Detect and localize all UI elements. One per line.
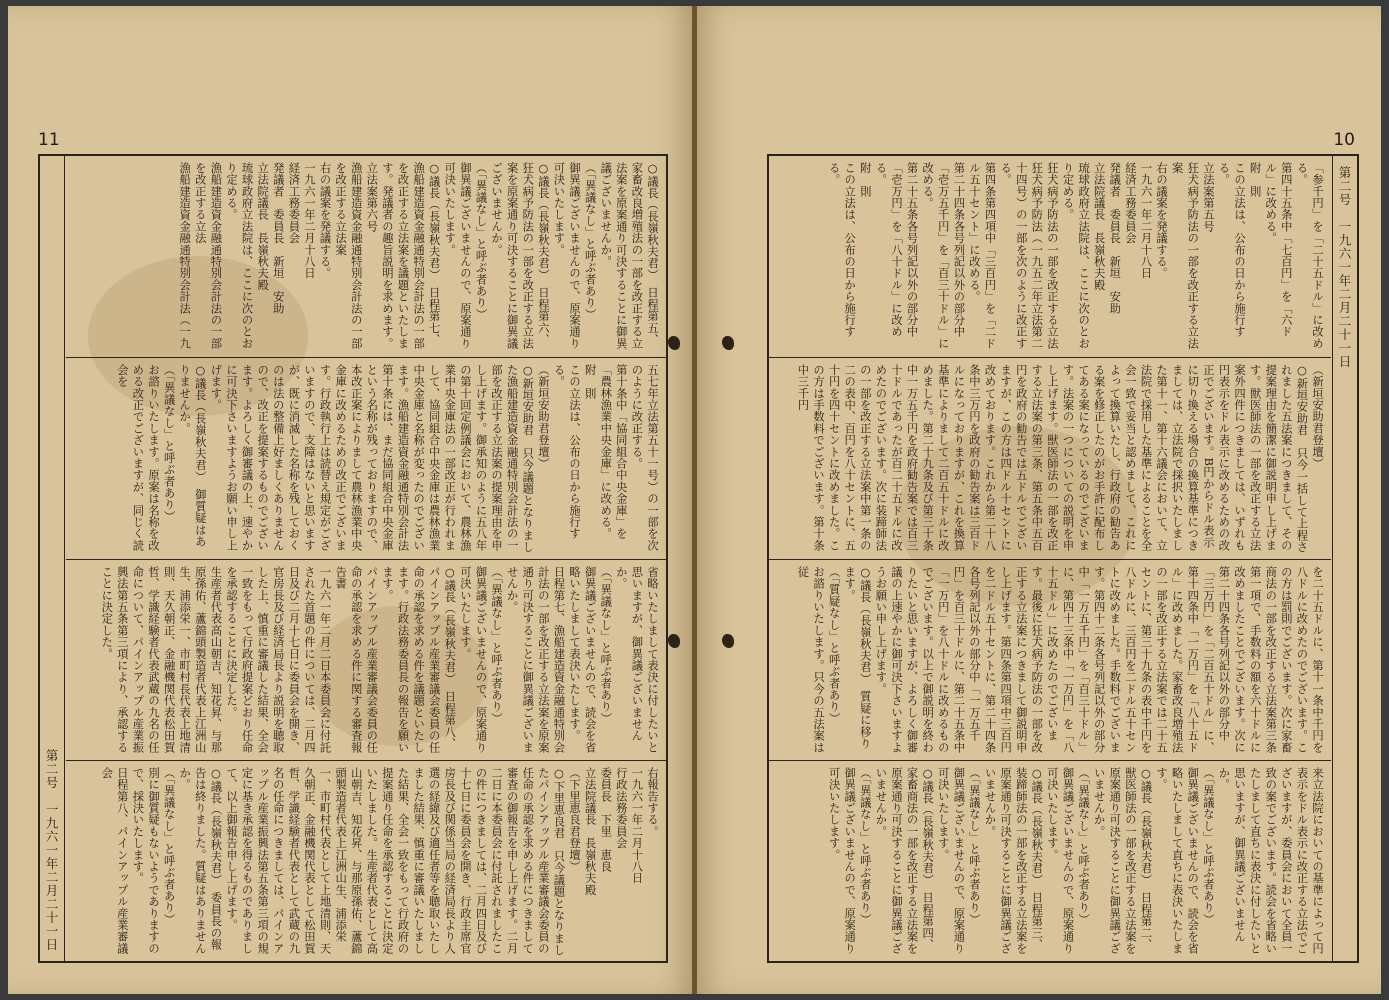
text-paragraph: 附 則 [1248,162,1262,198]
text-paragraph: 琉球政府立法院は、ここに次のとおり定める。 [224,162,254,350]
text-paragraph: ○議長（長嶺秋夫君） 御質疑はありませんか。 [178,364,207,548]
text-paragraph: 立法院議長 長嶺秋夫殿 [583,766,597,896]
text-paragraph: ○議長（長嶺秋夫君） 委員長の報告は終りました。質疑はありませんか。 [178,766,223,954]
text-paragraph: 一九六一年二月二日本委員会に付託された首題の件については、二月四日及び二月十七日に委員会を開き、官房長及び経済局長より説明を聴取した上、慎重に審議した結果、全会一致をもって行政府提案どおり任命を承認することに決定した。 [224,565,332,753]
text-paragraph: ○議長（長嶺秋夫君） 日程第七、漁船建造資金融通特別会計法の一部を改正する立法案を議題といたします。発議者の趣旨説明を求めます。 [380,162,441,350]
text-tier [769,357,1331,558]
right-page [697,6,1381,994]
text-paragraph: 漁船建造資金融通特別会計法の一部を改正する立法 [193,162,223,350]
text-paragraph: ○新垣安助君 只今議題となりました漁船建造資金融通特別会計法の一部を改正する立法案の提案理由を申し上げます。御承知のように五八年の第十回定例議会において、農林漁業中央金庫法の一部改正が行われまして、協同組合中央金庫は農林漁業中央金庫と名称が変ったのでございます。漁船建造資金融通特別会計法第十条には、まだ協同組合中央金庫という名称が残っておりますので、本改正案によりまして農林漁業中央金庫に改めるための改正でございます。行政執行上は読替え規定がございますので、支障はないと思いますが、既に消滅した名称を残しておくのは法の整備上好ましくありませんので、改正を提案するものでございます。よろしく御審議の上、速やかに可決下さいますようお願い申し上げます。 [209,364,535,554]
text-paragraph: ○新垣安助君 只今一括して上程されました五法案につきまして、その提案理由を簡潔に御説明申し上げます。獣医師法の一部を改正する立法案外四件につきましては、いずれも円表示をドル表示に改めるための改正でございます。B円からドル表示に切り換える場合の換算基準につきましては、立法院で採択いたしました第十一、第十六議会において、立法院で採用した基準によることを全会一致で妥当と認めまして、これによって換算いたし、行政府の勧告ある案を修正したのがお手許に配布してある案になっているのでございます。法案の一つについての説明を申し上げます。獣医師法の一部を改正する立法案の第三条、第五条中五百円を政府の勧告では五ドルでございますが、この方は四ドル十セントに改めております。これから第二十八条中三万円を政府の勧告案は三百ドルになっておりますが、これを換算基準によりまして二百五十ドルに改めました。第二十九条及び第三十条中一万五千円を政府勧告案では百三十ドルであったが百二十五ドルに改めたのでございます。次に装蹄師法の一部を改正する立法案中第一条の二の表中、百円を八十セントに、五十円を四十セントに改めました。この方は手数料でございます。第十条中三千円 [796,364,1309,554]
text-paragraph: （「異議なし」と呼ぶ者あり） [599,565,613,724]
text-paragraph: （「異議なし」と呼ぶ者あり） [583,162,597,321]
running-header [1332,156,1357,961]
header-text: 第二号 一九六一年二月二十一日 [44,748,59,951]
text-paragraph: 別に御質疑もないようでありますので、採決いたします。 [131,766,160,954]
text-paragraph: 右の議案を発議する。 [1155,162,1169,279]
text-paragraph: 御異議ございませんので、原案通り可決いたします。 [827,766,857,954]
text-tier [769,156,1331,357]
document-spread [8,6,1381,994]
text-paragraph: 第四条第四項中「三百円」を「二ドル五十セント」に改める。 [967,162,997,350]
text-column [171,156,666,357]
text-tier [66,760,666,961]
text-paragraph: パインアップル産業審議会委員の任命の承認を求める件に関する審査報告書 [334,565,379,753]
text-paragraph: ○下里恵良君 只今議題となりましたパインアップル産業審議会委員の任命の承認を求める件につきまして審査の御報告を申し上げます。二月二日に本委員会に付託されましたこの件につきましては、二月四日及び十七日に委員会を開き、行政主席官房長及び関係当局の経済局長より人選の経緯及び適任者等を聴取いたしました結果、慎重に審議いたしました結果、全会一致をもって行政府の提案通り任命を承認することに決定いたしました。生産者代表として高山朝吉、知花昇、与那原孫佑、蘆錦頭製造者代表上江洲山生、浦添栄一、市町村代表として上地清則、天久朝正、金融機関代表として松田賀哲、学識経験者代表として武蔵の九名の任命につきましては、パインアップル産業振興法第五条第三項の規定に基き承認を得るものでありまして、以上御報告申し上げます。 [224,766,566,956]
text-paragraph: この立法は、公布の日から施行する。 [552,364,582,540]
text-column [820,761,1331,961]
text-frame [767,154,1359,963]
text-paragraph: 立法院議長 長嶺秋夫殿 [256,162,270,291]
text-paragraph: ○議長（長嶺秋夫君） 日程第三、装蹄師法の一部を改正する立法案を原案通り可決することに御異議ございませんか。 [983,766,1044,954]
text-paragraph: 御異議ございませんので、原案通り可決いたします。 [458,565,488,753]
text-column [93,560,666,760]
text-paragraph: （「異議なし」と呼ぶ者あり） [490,565,504,724]
text-paragraph: 琉球政府立法院は、ここに次のとおり定める。 [1061,162,1091,350]
text-paragraph: 一九六一年二月十八日 [302,162,316,279]
text-paragraph: ○議長（長嶺秋夫君） 日程第六、狂犬病予防法の一部を改正する立法案を原案通り可決することに御異議ございませんか。 [490,162,550,350]
text-paragraph: 右報告する。 [646,766,659,837]
text-paragraph: 御異議ございませんので、原案通り可決いたします。 [552,162,582,350]
text-paragraph: 第四十五条中「七百円」を「六ドル」に改める。 [1264,162,1293,338]
text-paragraph: 行政法務委員会 [614,766,628,849]
text-paragraph: 漁船建造資金融通特別会計法の一部を改正する立法案 [334,162,363,350]
text-paragraph: （「異議なし」と呼ぶ者あり） [162,364,176,523]
text-paragraph: 御異議ございませんので、原案通り可決いたします。 [1045,766,1075,954]
text-paragraph: 経済工務委員会 [1123,162,1137,244]
text-paragraph: 立法案第六号 [365,162,379,233]
text-paragraph: 立法院議長 長嶺秋夫殿 [1092,162,1106,291]
text-tiers [66,156,666,961]
text-paragraph: （「異議なし」と呼ぶ者あり） [858,766,872,925]
text-paragraph: 狂犬病予防法の一部を改正する立法 [1045,162,1059,350]
text-column [93,761,666,961]
text-paragraph: 発議者 委員長 新垣 安助 [271,162,285,315]
text-column [789,358,1331,558]
text-tier [769,559,1331,760]
text-paragraph: 来立法院においての基準によって円表示をドル表示に改正する立法でございますが、委員会において全員一致の案でございます。読会を省略いたしまして直ちに表決に付したいと思いますが、御異議ございませんか。 [1217,766,1324,954]
text-paragraph: ○議長（長嶺秋夫君） 日程第八、パインアップル産業審議会委員の任命の承認を求める件を議題といたします。行政法務委員長の報告を願います。 [380,565,457,753]
text-paragraph: （「質疑なし」と呼ぶ者あり） [827,565,841,724]
text-paragraph: 第二十五条各号列記以外の部分中「壱万円」を「八十ドル」に改める。 [874,162,919,338]
text-paragraph: （「異議なし」と呼ぶ者あり） [1201,766,1215,925]
text-column [108,358,666,558]
text-paragraph: 附 則 [858,162,872,198]
text-paragraph: ○議長（長嶺秋夫君） 日程第五、家畜改良増殖法の一部を改正する立法案を原案通り可決することに御異議ございませんか。 [599,162,659,350]
text-paragraph: 発議者 委員長 新垣 安助 [1108,162,1122,315]
text-paragraph: 御異議ございませんので、原案通り可決いたします。 [443,162,472,350]
text-paragraph: 一九六一年二月十八日 [630,766,644,884]
page-number: 11 [38,130,60,150]
text-tier [66,357,666,558]
text-paragraph: 右の議案を発議する。 [318,162,332,279]
text-paragraph: 第十条中「協同組合中央金庫」を「農林漁業中央金庫」に改める。 [599,364,628,540]
text-frame [38,154,668,963]
text-tier [66,156,666,357]
text-paragraph: （「異議なし」と呼ぶ者あり） [162,766,176,925]
text-paragraph: 日程第八、パインアップル産業審議会 [100,766,129,954]
text-paragraph: 五七年立法第五十一号）の一部を次のように改正する。 [630,364,659,552]
text-paragraph: 立法案第五号 [1201,162,1215,233]
text-paragraph: お諮りいたします。原案は名称を改める改正でございますが、同じく読会を [115,364,160,552]
text-paragraph: 附 則 [583,364,597,400]
text-paragraph: （新垣安助君登壇） [1311,364,1324,470]
text-column [789,560,1331,760]
text-paragraph: （新垣安助君登壇） [536,364,550,470]
text-paragraph: 「参千円」を「二十五ドル」に改める。 [1295,162,1324,350]
text-paragraph: 狂犬病予防法の一部を改正する立法案 [1170,162,1200,350]
text-paragraph: 生産者代表高山朝吉、知花昇、与那原孫佑、蘆錦頭製造者代表上江洲山生、浦添栄一、市町村長代表上地清則、天久朝正、金融機関代表松田賀哲、学識経験者代表武蔵の九名の任命について、パインアップル産業振興法第五条第三項により、承認することに決定した。 [100,565,223,753]
text-column [820,156,1331,357]
left-page [8,6,692,994]
text-paragraph: を二十五ドルに、第十一条中千円を八ドルに改めたのでございます。この方は罰則でございます。次に家畜商法の一部を改正する立法案第三条第一項で、手数料の額を六十ドルに改めましたことでございます。次に第二十四条各号列記以外の部分中「三万円」を「二百五十ドル」に、第十四条中「一万円」を「八十五ドル」に改めました。家畜改良増殖法の一部を改正する立法案では二十五セントに、第三十九条の表中千円を八ドルに、三百円を二ドル五十セントに改めました。手数料でございます。第四十二条各号列記以外の部分中「一万五千円」を「百三十ドル」に、第四十三条中「一万円」を「八十五ドル」に改めたのでございます。最後に狂犬病予防法の一部を改正する立法案につきまして御説明申し上げます。第四条第四項中三百円を二ドル五十セントに、第二十四条各号列記以外の部分中「一万五千円」を百三十ドルに、第二十五条中「一万円」を八十ドルに改めるものでございます。以上で御説明を終わりたいと思いますが、よろしく御審議の上速やかに御可決下さいますようお願い申し上げます。 [874,565,1324,753]
text-paragraph: 御異議ございませんので、読会を省略いたしまして表決いたします。 [568,565,597,753]
text-paragraph: （下里恵良君登壇） [568,766,582,873]
running-header [40,156,65,961]
text-paragraph: この立法は、公布の日から施行する。 [827,162,857,338]
text-paragraph: ○議長（長嶺秋夫君） 日程第二、獣医師法の一部を改正する立法案を原案通り可決することに御異議ございませんか。 [1092,766,1153,954]
text-paragraph: 委員長 下里 恵良 [599,766,613,873]
text-paragraph: （「異議なし」と呼ぶ者あり） [967,766,981,925]
text-tiers [769,156,1331,961]
text-paragraph: 狂犬病予防法（一九五二年立法第二十四号）の一部を次のように改正する。 [999,162,1044,350]
text-paragraph: 省略いたしまして表決に付したいと思いますが、御異議ございませんか。 [614,565,659,753]
text-paragraph: お諮りいたします。只今の五法案は従 [796,565,825,753]
text-paragraph: （「異議なし」と呼ぶ者あり） [1077,766,1091,925]
header-text: 第二号 一九六一年二月二十一日 [1337,166,1352,369]
page-number: 10 [1333,130,1355,150]
text-tier [769,760,1331,961]
text-paragraph: 一九六一年二月十八日 [1139,162,1153,279]
text-paragraph: 第二十四条各号列記以外の部分中「壱万五千円」を「百三十ドル」に改める。 [921,162,966,350]
text-paragraph: 経済工務委員会 [287,162,301,244]
text-paragraph: （「異議なし」と呼ぶ者あり） [474,162,488,321]
text-paragraph: 御異議ございませんので、原案通り可決いたします。 [936,766,966,954]
text-paragraph: この立法は、公布の日から施行する。 [1217,162,1247,338]
text-paragraph: ○議長（長嶺秋夫君） 質疑に移ります。 [843,565,872,749]
text-paragraph: 日程第七、漁船建造資金融通特別会計法の一部を改正する立法案を原案通り可決することに御異議ございませんか。 [505,565,566,753]
text-paragraph: 漁船建造資金融通特別会計法（一九 [178,162,192,350]
text-paragraph: 御異議ございませんので、読会を省略いたしまして直ちに表決いたします。 [1155,766,1200,954]
text-tier [66,559,666,760]
text-paragraph: ○議長（長嶺秋夫君） 日程第四、家畜商法の一部を改正する立法案を原案通り可決することに御異議ございませんか。 [874,766,935,954]
